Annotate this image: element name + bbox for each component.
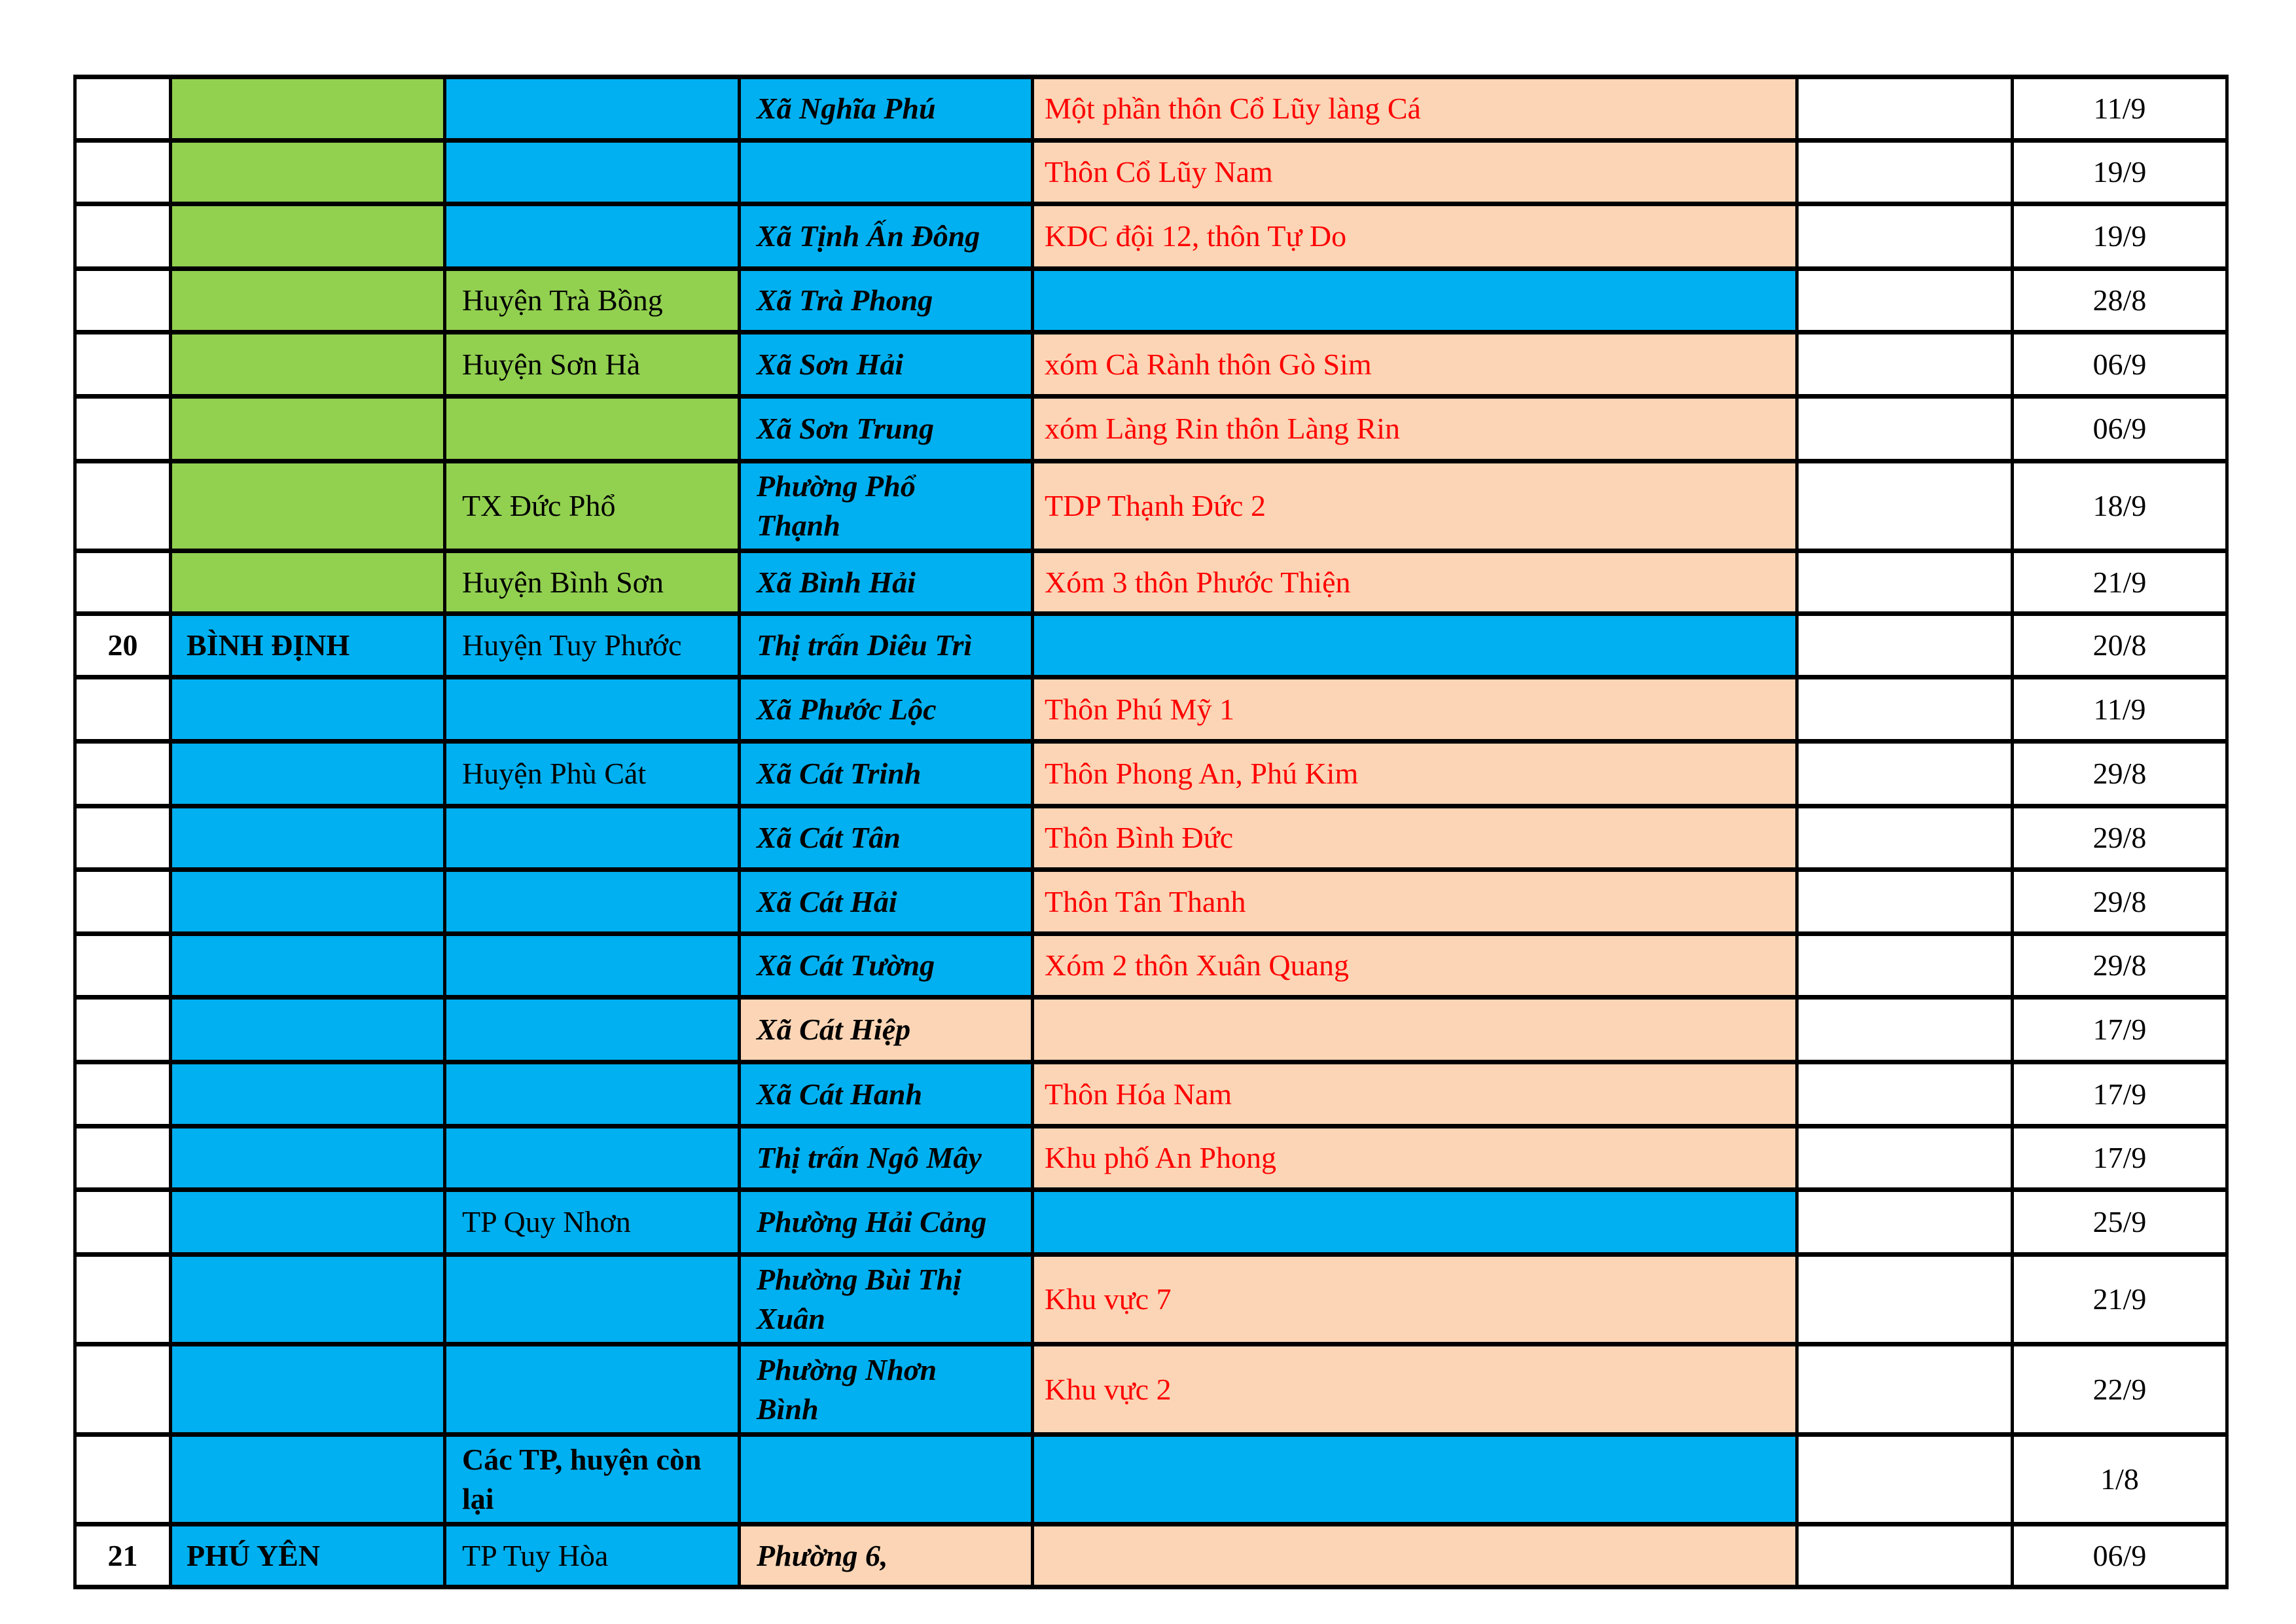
cell-spacer: [1797, 461, 2013, 551]
cell-commune: Phường 6,: [740, 1525, 1033, 1587]
cell-spacer: [1797, 141, 2013, 204]
table-row: [75, 677, 2227, 742]
table-row: [75, 1062, 2227, 1127]
cell-district: TP Quy Nhơn: [445, 1190, 740, 1255]
cell-number: [75, 461, 171, 551]
cell-location: [1033, 269, 1797, 333]
cell-date: 20/8: [2013, 614, 2227, 677]
cell-commune: Xã Cát Tường: [740, 934, 1033, 998]
cell-commune: Xã Phước Lộc: [740, 677, 1033, 742]
cell-number: [75, 204, 171, 269]
table-row: [75, 204, 2227, 269]
cell-province: [171, 870, 445, 934]
cell-location: [1033, 1435, 1797, 1525]
cell-date: 17/9: [2013, 1062, 2227, 1127]
table-row: [75, 141, 2227, 204]
cell-date: 11/9: [2013, 677, 2227, 742]
cell-spacer: [1797, 934, 2013, 998]
cell-commune: Xã Nghĩa Phú: [740, 77, 1033, 141]
cell-date: 21/9: [2013, 551, 2227, 614]
cell-number: [75, 333, 171, 397]
cell-number: [75, 1344, 171, 1435]
cell-number: [75, 551, 171, 614]
table-row: [75, 998, 2227, 1062]
cell-spacer: [1797, 614, 2013, 677]
cell-number: [75, 141, 171, 204]
cell-province: [171, 1127, 445, 1190]
cell-province: BÌNH ĐỊNH: [171, 614, 445, 677]
cell-spacer: [1797, 333, 2013, 397]
cell-commune: Xã Cát Tân: [740, 806, 1033, 870]
cell-province: [171, 1255, 445, 1344]
cell-province: [171, 204, 445, 269]
cell-location: xóm Cà Rành thôn Gò Sim: [1033, 333, 1797, 397]
cell-commune: Phường Bùi Thị Xuân: [740, 1255, 1033, 1344]
table-row: [75, 1190, 2227, 1255]
cell-date: 29/8: [2013, 934, 2227, 998]
cell-location: Thôn Phú Mỹ 1: [1033, 677, 1797, 742]
cell-commune: Xã Sơn Hải: [740, 333, 1033, 397]
cell-spacer: [1797, 1435, 2013, 1525]
cell-district: TP Tuy Hòa: [445, 1525, 740, 1587]
cell-location: Thôn Phong An, Phú Kim: [1033, 742, 1797, 806]
cell-date: 06/9: [2013, 397, 2227, 461]
cell-spacer: [1797, 806, 2013, 870]
cell-commune: Phường Nhơn Bình: [740, 1344, 1033, 1435]
cell-number: 20: [75, 614, 171, 677]
cell-commune: Xã Cát Trinh: [740, 742, 1033, 806]
cell-province: [171, 397, 445, 461]
cell-district: [445, 677, 740, 742]
cell-location: [1033, 998, 1797, 1062]
cell-date: 29/8: [2013, 870, 2227, 934]
cell-province: [171, 141, 445, 204]
cell-number: [75, 998, 171, 1062]
cell-date: 06/9: [2013, 1525, 2227, 1587]
cell-location: Xóm 2 thôn Xuân Quang: [1033, 934, 1797, 998]
cell-commune: Xã Trà Phong: [740, 269, 1033, 333]
cell-province: [171, 1344, 445, 1435]
cell-spacer: [1797, 1062, 2013, 1127]
cell-date: 18/9: [2013, 461, 2227, 551]
cell-date: 25/9: [2013, 1190, 2227, 1255]
cell-spacer: [1797, 551, 2013, 614]
cell-location: [1033, 1525, 1797, 1587]
cell-commune: Xã Bình Hải: [740, 551, 1033, 614]
cell-date: 29/8: [2013, 742, 2227, 806]
cell-number: [75, 1255, 171, 1344]
cell-location: Một phần thôn Cổ Lũy làng Cá: [1033, 77, 1797, 141]
cell-district: Huyện Trà Bồng: [445, 269, 740, 333]
cell-district: TX Đức Phổ: [445, 461, 740, 551]
cell-province: [171, 998, 445, 1062]
schedule-table: [73, 75, 2229, 1589]
cell-district: [445, 1255, 740, 1344]
cell-district: [445, 806, 740, 870]
cell-province: PHÚ YÊN: [171, 1525, 445, 1587]
cell-date: 19/9: [2013, 141, 2227, 204]
cell-commune: [740, 1435, 1033, 1525]
cell-date: 17/9: [2013, 1127, 2227, 1190]
cell-commune: Thị trấn Diêu Trì: [740, 614, 1033, 677]
cell-spacer: [1797, 204, 2013, 269]
cell-location: Khu phố An Phong: [1033, 1127, 1797, 1190]
cell-province: [171, 333, 445, 397]
cell-number: [75, 1127, 171, 1190]
cell-spacer: [1797, 77, 2013, 141]
table-row: [75, 614, 2227, 677]
cell-date: 11/9: [2013, 77, 2227, 141]
cell-commune: [740, 141, 1033, 204]
cell-district: Huyện Phù Cát: [445, 742, 740, 806]
cell-number: 21: [75, 1525, 171, 1587]
table-row: [75, 77, 2227, 141]
cell-location: Khu vực 2: [1033, 1344, 1797, 1435]
cell-commune: Xã Sơn Trung: [740, 397, 1033, 461]
cell-commune: Xã Cát Hiệp: [740, 998, 1033, 1062]
cell-number: [75, 742, 171, 806]
cell-province: [171, 77, 445, 141]
table-row: [75, 742, 2227, 806]
cell-location: Khu vực 7: [1033, 1255, 1797, 1344]
cell-spacer: [1797, 742, 2013, 806]
table-row: [75, 1255, 2227, 1344]
cell-location: [1033, 1190, 1797, 1255]
cell-number: [75, 934, 171, 998]
cell-district: [445, 1062, 740, 1127]
cell-district: [445, 1344, 740, 1435]
cell-date: 06/9: [2013, 333, 2227, 397]
cell-location: [1033, 614, 1797, 677]
cell-district: Các TP, huyện còn lại: [445, 1435, 740, 1525]
cell-district: [445, 870, 740, 934]
cell-district: [445, 934, 740, 998]
cell-district: [445, 77, 740, 141]
cell-commune: Xã Cát Hanh: [740, 1062, 1033, 1127]
table-row: [75, 1344, 2227, 1435]
cell-province: [171, 1190, 445, 1255]
table-row: [75, 269, 2227, 333]
cell-commune: Phường Hải Cảng: [740, 1190, 1033, 1255]
cell-spacer: [1797, 870, 2013, 934]
cell-district: [445, 397, 740, 461]
table-row: [75, 1435, 2227, 1525]
cell-spacer: [1797, 998, 2013, 1062]
table-row: [75, 551, 2227, 614]
cell-number: [75, 1435, 171, 1525]
cell-district: [445, 998, 740, 1062]
table-row: [75, 934, 2227, 998]
cell-province: [171, 551, 445, 614]
cell-date: 22/9: [2013, 1344, 2227, 1435]
cell-commune: Thị trấn Ngô Mây: [740, 1127, 1033, 1190]
table-row: [75, 461, 2227, 551]
cell-spacer: [1797, 397, 2013, 461]
cell-date: 1/8: [2013, 1435, 2227, 1525]
table-row: [75, 397, 2227, 461]
cell-province: [171, 934, 445, 998]
table-row: [75, 1127, 2227, 1190]
cell-location: TDP Thạnh Đức 2: [1033, 461, 1797, 551]
cell-province: [171, 742, 445, 806]
cell-number: [75, 1190, 171, 1255]
cell-location: KDC đội 12, thôn Tự Do: [1033, 204, 1797, 269]
cell-spacer: [1797, 1127, 2013, 1190]
cell-province: [171, 1435, 445, 1525]
cell-number: [75, 1062, 171, 1127]
cell-province: [171, 677, 445, 742]
cell-district: Huyện Tuy Phước: [445, 614, 740, 677]
cell-date: 21/9: [2013, 1255, 2227, 1344]
cell-number: [75, 269, 171, 333]
cell-district: [445, 1127, 740, 1190]
cell-date: 17/9: [2013, 998, 2227, 1062]
cell-location: Thôn Tân Thanh: [1033, 870, 1797, 934]
cell-date: 28/8: [2013, 269, 2227, 333]
cell-number: [75, 677, 171, 742]
cell-date: 19/9: [2013, 204, 2227, 269]
table-row: [75, 1525, 2227, 1587]
cell-province: [171, 461, 445, 551]
cell-spacer: [1797, 1255, 2013, 1344]
cell-province: [171, 1062, 445, 1127]
cell-number: [75, 870, 171, 934]
cell-number: [75, 397, 171, 461]
cell-spacer: [1797, 1344, 2013, 1435]
cell-commune: Phường Phổ Thạnh: [740, 461, 1033, 551]
cell-province: [171, 269, 445, 333]
cell-district: [445, 204, 740, 269]
cell-commune: Xã Cát Hải: [740, 870, 1033, 934]
cell-number: [75, 806, 171, 870]
cell-district: Huyện Sơn Hà: [445, 333, 740, 397]
table-row: [75, 806, 2227, 870]
table-row: [75, 870, 2227, 934]
cell-commune: Xã Tịnh Ấn Đông: [740, 204, 1033, 269]
cell-location: Thôn Cổ Lũy Nam: [1033, 141, 1797, 204]
cell-spacer: [1797, 269, 2013, 333]
cell-district: [445, 141, 740, 204]
cell-spacer: [1797, 677, 2013, 742]
cell-province: [171, 806, 445, 870]
cell-number: [75, 77, 171, 141]
cell-location: Xóm 3 thôn Phước Thiện: [1033, 551, 1797, 614]
cell-spacer: [1797, 1525, 2013, 1587]
cell-spacer: [1797, 1190, 2013, 1255]
cell-location: xóm Làng Rin thôn Làng Rin: [1033, 397, 1797, 461]
table-body: [75, 77, 2227, 1587]
cell-date: 29/8: [2013, 806, 2227, 870]
cell-location: Thôn Hóa Nam: [1033, 1062, 1797, 1127]
cell-district: Huyện Bình Sơn: [445, 551, 740, 614]
table-row: [75, 333, 2227, 397]
cell-location: Thôn Bình Đức: [1033, 806, 1797, 870]
